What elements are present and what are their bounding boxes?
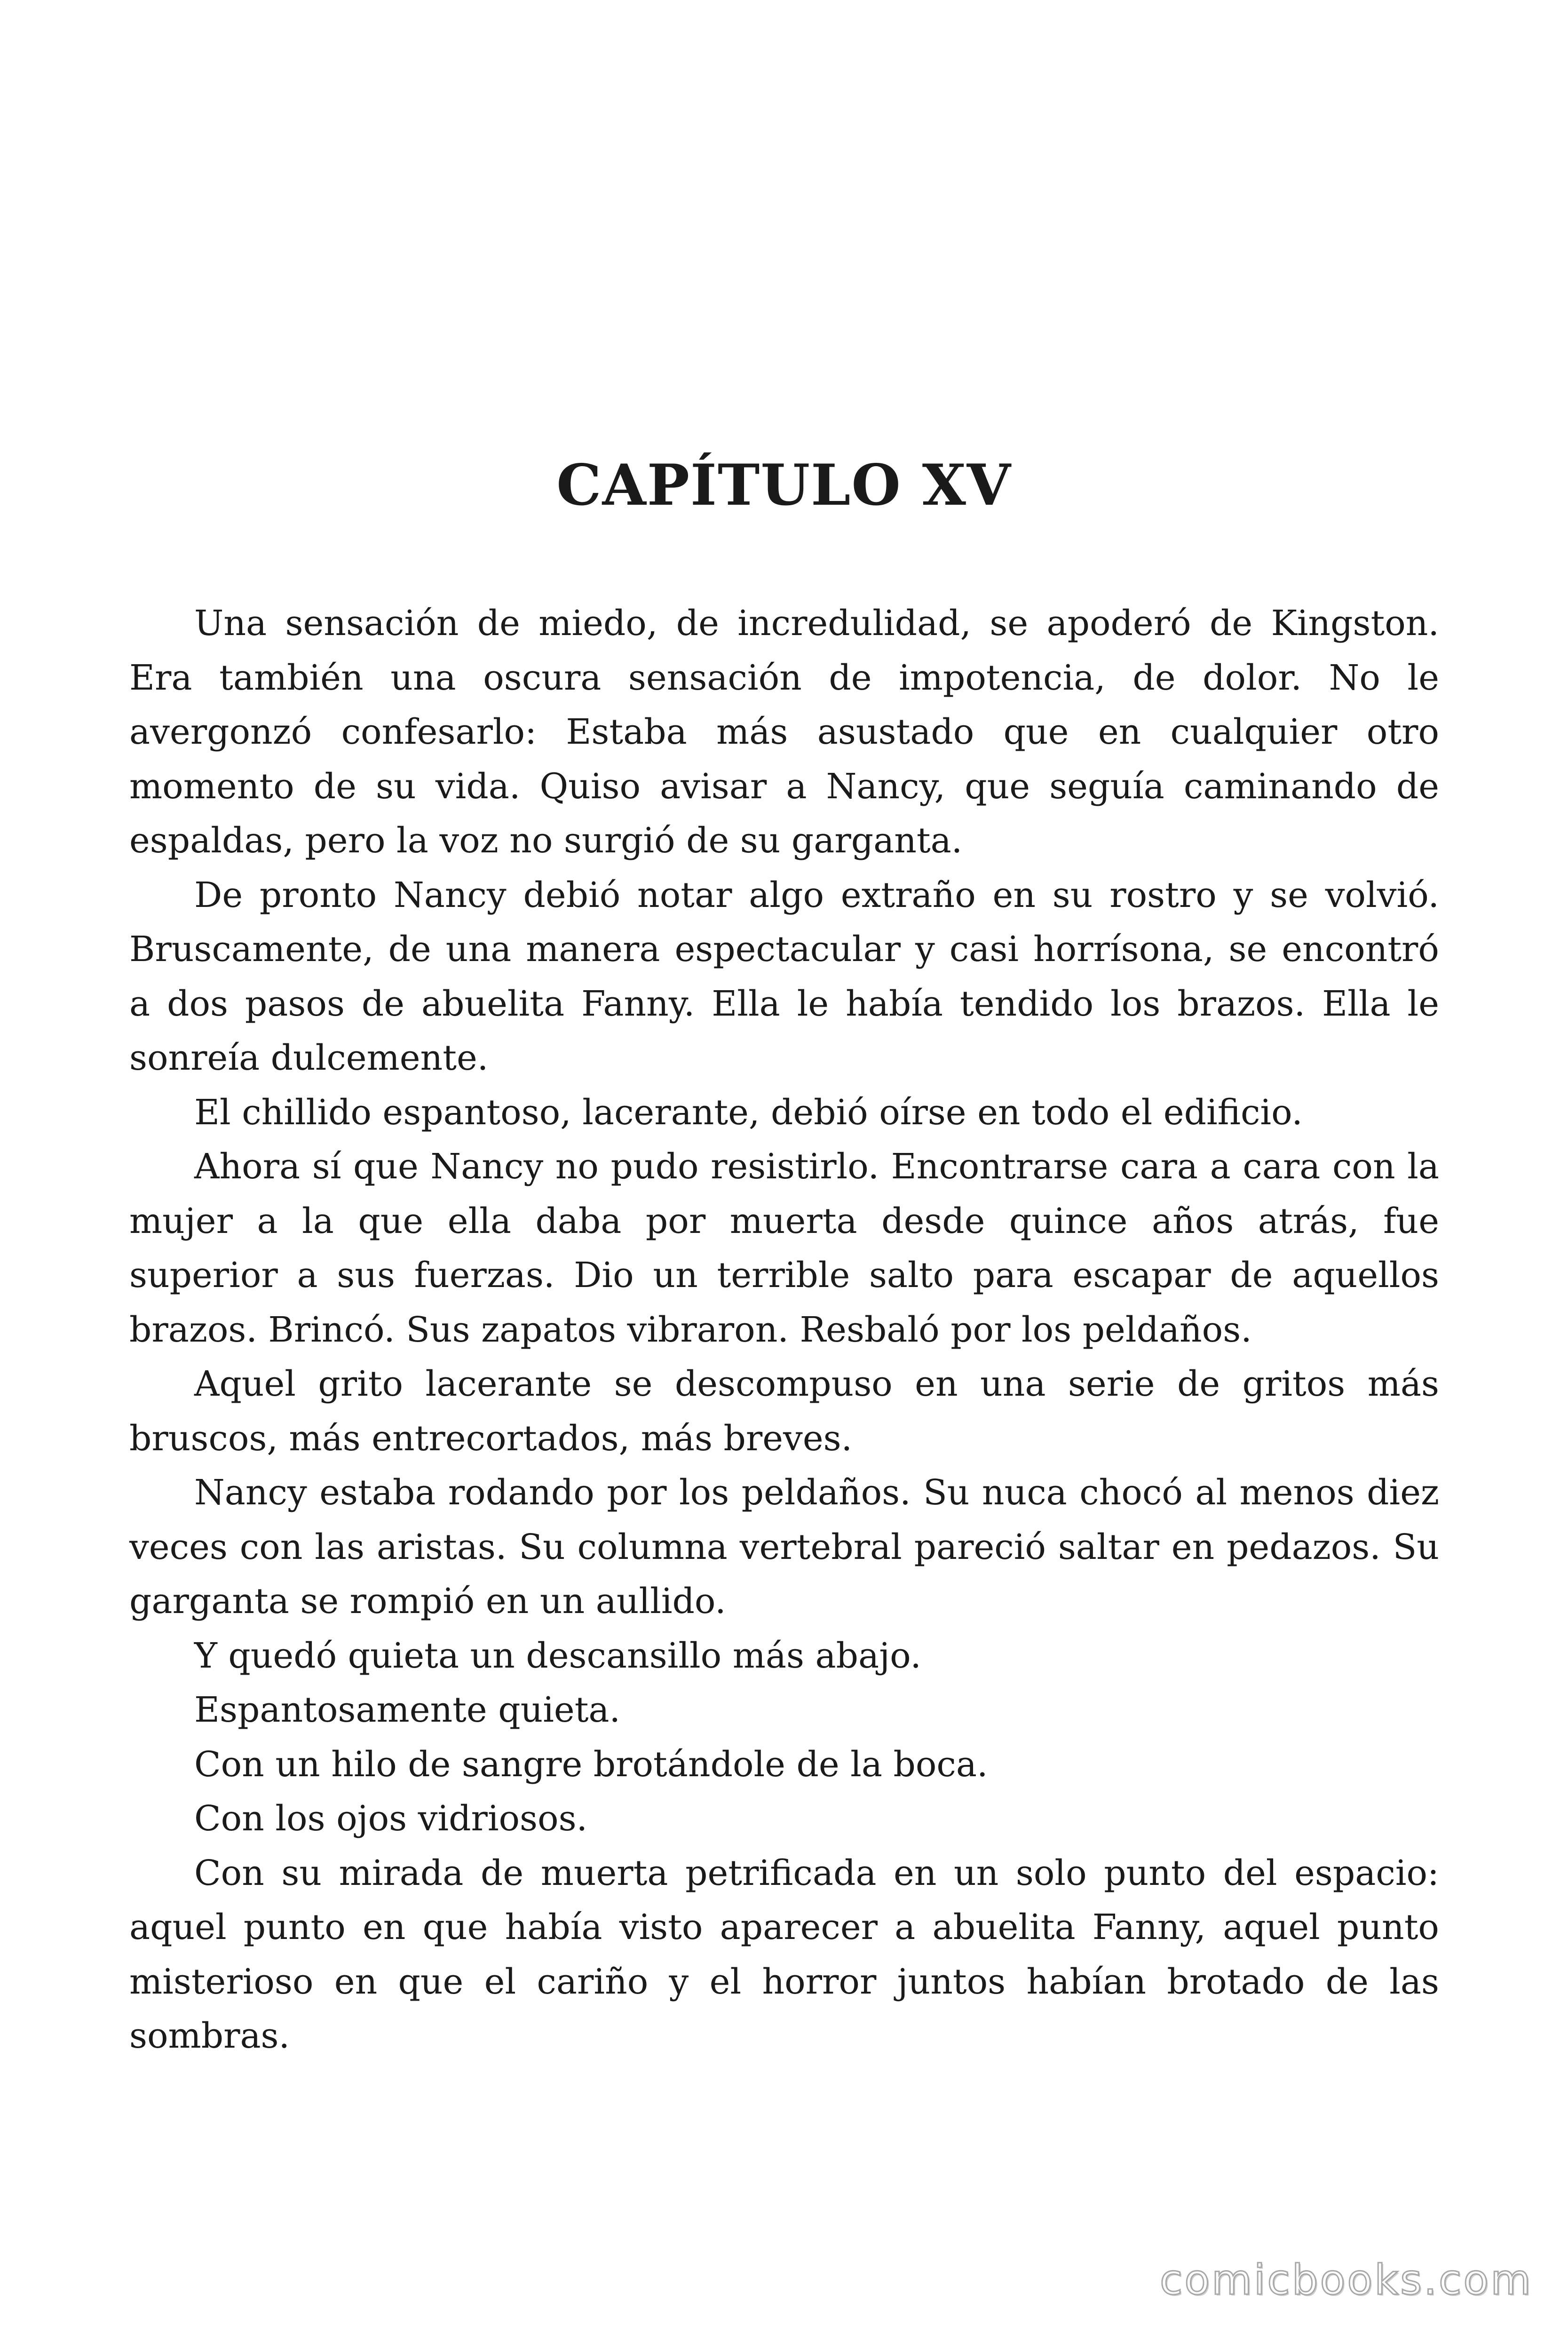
paragraph: Nancy estaba rodando por los peldaños. Su nuca chocó al menos diez veces con las aristas. Su columna vertebral pareció saltar en pedazos. Su garganta se rompió en un aullido.	[129, 1472, 1439, 1621]
paragraph: Aquel grito lacerante se descompuso en una serie de gritos más bruscos, más entrecortados, más breves.	[129, 1364, 1439, 1459]
paragraph: Y quedó quieta un descansillo más abajo.	[194, 1635, 921, 1676]
paragraph: De pronto Nancy debió notar algo extraño en su rostro y se volvió. Bruscamente, de una manera espectacular y casi horrísona, se encontró a dos pasos de abuelita Fanny. Ella le había tendido los brazos. Ella le sonreía dulcemente.	[129, 874, 1439, 1078]
paragraph: Con los ojos vidriosos.	[194, 1798, 588, 1839]
chapter-title: CAPÍTULO XV	[556, 452, 1012, 518]
paragraph: Una sensación de miedo, de incredulidad, se apoderó de Kingston. Era también una oscura sensación de impotencia, de dolor. No le avergonzó confesarlo: Estaba más asustado que en cualquier otro momento de su vida. Quiso avisar a Nancy, que seguía caminando de espaldas, pero la voz no surgió de su garganta.	[129, 603, 1439, 861]
chapter-body	[129, 596, 1439, 2064]
paragraph: Con un hilo de sangre brotándole de la boca.	[194, 1744, 988, 1785]
paragraph: Con su mirada de muerta petrificada en un solo punto del espacio: aquel punto en que había visto aparecer a abuelita Fanny, aquel punto misterioso en que el cariño y el horror juntos habían brotado de las sombras.	[129, 1852, 1439, 2056]
paragraph: El chillido espantoso, lacerante, debió oírse en todo el edificio.	[194, 1092, 1303, 1133]
watermark-logo: comicbooks.com	[1159, 2256, 1533, 2304]
paragraph: Espantosamente quieta.	[194, 1690, 621, 1730]
paragraph: Ahora sí que Nancy no pudo resistirlo. Encontrarse cara a cara con la mujer a la que ella daba por muerta desde quince años atrás, fue superior a sus fuerzas. Dio un terrible salto para escapar de aquellos brazos. Brincó. Sus zapatos vibraron. Resbaló por los peldaños.	[129, 1146, 1439, 1350]
